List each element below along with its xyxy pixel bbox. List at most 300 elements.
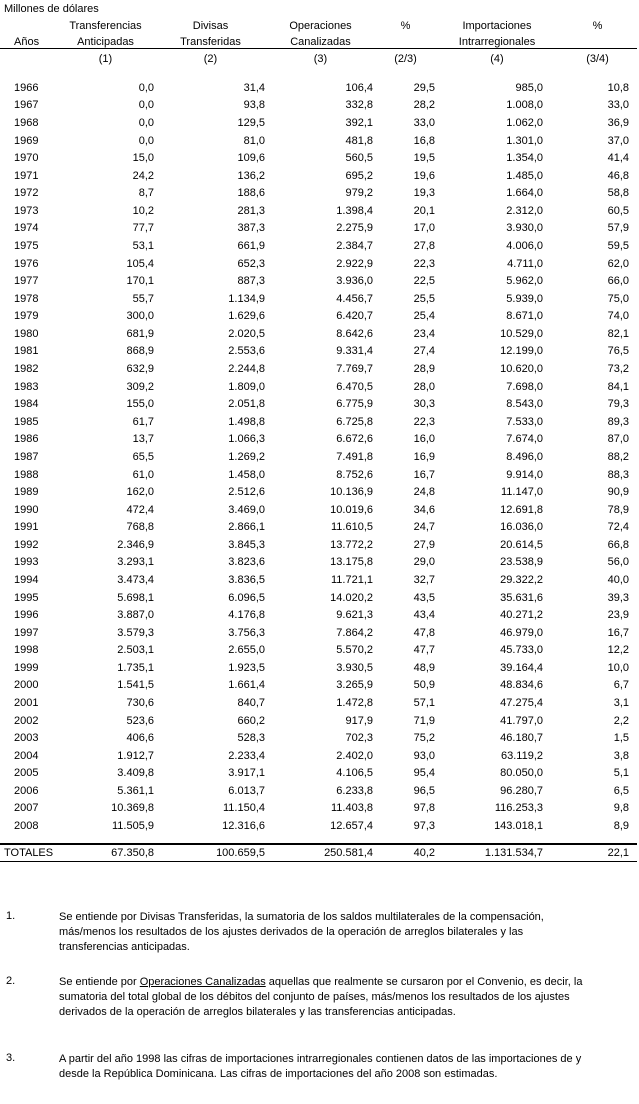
cell-year: 1992 xyxy=(14,538,39,551)
cell-operations-channeled: 5.570,2 xyxy=(336,644,373,657)
cell-intraregional-imports: 8.496,0 xyxy=(506,450,543,463)
cell-currency-transferred: 887,3 xyxy=(237,275,265,288)
data-table xyxy=(0,16,637,862)
cell-pct-3-4: 66,8 xyxy=(607,538,629,551)
cell-year: 2001 xyxy=(14,697,39,710)
cell-currency-transferred: 1.066,3 xyxy=(228,433,265,446)
cell-intraregional-imports: 39.164,4 xyxy=(500,661,543,674)
cell-transfer-advance: 1.735,1 xyxy=(117,661,154,674)
table-row xyxy=(0,554,637,572)
cell-year: 1996 xyxy=(14,609,39,622)
cell-intraregional-imports: 7.698,0 xyxy=(506,380,543,393)
cell-pct-3-4: 84,1 xyxy=(607,380,629,393)
cell-year: 1983 xyxy=(14,380,39,393)
cell-pct-3-4: 5,1 xyxy=(613,767,629,780)
table-row xyxy=(0,747,637,765)
cell-currency-transferred: 2.512,6 xyxy=(228,486,265,499)
cell-currency-transferred: 1.809,0 xyxy=(228,380,265,393)
header-col2-line1: Divisas xyxy=(192,20,229,32)
footnote-2-line1 xyxy=(59,975,635,990)
cell-operations-channeled: 2.275,9 xyxy=(336,222,373,235)
cell-intraregional-imports: 1.062,0 xyxy=(506,116,543,129)
cell-intraregional-imports: 8.671,0 xyxy=(506,310,543,323)
cell-operations-channeled: 481,8 xyxy=(345,134,373,147)
header-index-row xyxy=(0,49,637,66)
header-row-2 xyxy=(0,32,637,49)
cell-operations-channeled: 12.657,4 xyxy=(330,820,373,833)
cell-pct-3-4: 23,9 xyxy=(607,609,629,622)
cell-intraregional-imports: 11.147,0 xyxy=(500,486,543,499)
cell-operations-channeled: 6.672,6 xyxy=(336,433,373,446)
table-row xyxy=(0,501,637,519)
cell-operations-channeled: 3.265,9 xyxy=(336,679,373,692)
cell-operations-channeled: 13.772,2 xyxy=(330,538,373,551)
cell-pct-2-3: 20,1 xyxy=(413,204,435,217)
cell-pct-3-4: 41,4 xyxy=(607,152,629,165)
cell-operations-channeled: 11.610,5 xyxy=(330,521,373,534)
table-row xyxy=(0,677,637,695)
cell-currency-transferred: 1.629,6 xyxy=(228,310,265,323)
cell-operations-channeled: 3.936,0 xyxy=(336,275,373,288)
table-row xyxy=(0,800,637,818)
cell-pct-3-4: 8,9 xyxy=(613,820,629,833)
table-row xyxy=(0,571,637,589)
cell-currency-transferred: 3.836,5 xyxy=(228,573,265,586)
cell-pct-3-4: 75,0 xyxy=(607,292,629,305)
table-row xyxy=(0,518,637,536)
cell-pct-3-4: 40,0 xyxy=(607,573,629,586)
cell-pct-2-3: 25,5 xyxy=(413,292,435,305)
table-row xyxy=(0,782,637,800)
cell-intraregional-imports: 116.253,3 xyxy=(494,802,543,815)
cell-transfer-advance: 472,4 xyxy=(126,503,154,516)
footnote-2-rest: aquellas que realmente se cursaron por el Convenio, es decir, la xyxy=(265,976,583,988)
cell-pct-3-4: 74,0 xyxy=(607,310,629,323)
cell-pct-3-4: 46,8 xyxy=(607,169,629,182)
cell-intraregional-imports: 3.930,0 xyxy=(506,222,543,235)
cell-operations-channeled: 14.020,2 xyxy=(330,591,373,604)
cell-pct-2-3: 19,5 xyxy=(413,152,435,165)
cell-transfer-advance: 13,7 xyxy=(132,433,154,446)
table-row xyxy=(0,466,637,484)
cell-intraregional-imports: 7.533,0 xyxy=(506,415,543,428)
cell-currency-transferred: 2.553,6 xyxy=(228,345,265,358)
cell-transfer-advance: 868,9 xyxy=(126,345,154,358)
cell-transfer-advance: 681,9 xyxy=(126,327,154,340)
cell-transfer-advance: 5.361,1 xyxy=(117,784,154,797)
cell-transfer-advance: 768,8 xyxy=(126,521,154,534)
cell-transfer-advance: 632,9 xyxy=(126,363,154,376)
cell-pct-2-3: 22,3 xyxy=(413,415,435,428)
cell-pct-3-4: 36,9 xyxy=(607,116,629,129)
table-row xyxy=(0,114,637,132)
cell-pct-2-3: 29,0 xyxy=(413,556,435,569)
table-row xyxy=(0,378,637,396)
cell-operations-channeled: 9.621,3 xyxy=(336,609,373,622)
units-caption: Millones de dólares xyxy=(4,3,99,15)
table-row xyxy=(0,308,637,326)
totals-spacer xyxy=(0,835,637,844)
cell-pct-3-4: 78,9 xyxy=(607,503,629,516)
cell-year: 1988 xyxy=(14,468,39,481)
header-index-5: (4) xyxy=(436,49,558,66)
header-col6-line1: % xyxy=(592,20,603,32)
cell-pct-3-4: 2,2 xyxy=(613,714,629,727)
table-row xyxy=(0,395,637,413)
cell-currency-transferred: 3.469,0 xyxy=(228,503,265,516)
cell-operations-channeled: 6.233,8 xyxy=(336,784,373,797)
cell-pct-2-3: 24,8 xyxy=(413,486,435,499)
cell-currency-transferred: 2.244,8 xyxy=(228,363,265,376)
table-row xyxy=(0,132,637,150)
cell-transfer-advance: 309,2 xyxy=(126,380,154,393)
table-row xyxy=(0,624,637,642)
cell-year: 1981 xyxy=(14,345,39,358)
cell-pct-2-3: 16,9 xyxy=(413,450,435,463)
cell-currency-transferred: 1.458,0 xyxy=(228,468,265,481)
cell-pct-2-3: 19,3 xyxy=(413,187,435,200)
table-row xyxy=(0,220,637,238)
cell-currency-transferred: 6.013,7 xyxy=(228,784,265,797)
cell-pct-3-4: 58,8 xyxy=(607,187,629,200)
cell-intraregional-imports: 12.691,8 xyxy=(500,503,543,516)
cell-pct-2-3: 47,7 xyxy=(413,644,435,657)
cell-transfer-advance: 53,1 xyxy=(132,239,154,252)
cell-transfer-advance: 3.473,4 xyxy=(117,573,154,586)
table-row xyxy=(0,483,637,501)
header-index-4: (2/3) xyxy=(375,49,436,66)
cell-year: 1980 xyxy=(14,327,39,340)
cell-intraregional-imports: 45.733,0 xyxy=(500,644,543,657)
cell-transfer-advance: 5.698,1 xyxy=(117,591,154,604)
cell-currency-transferred: 660,2 xyxy=(237,714,265,727)
cell-pct-2-3: 93,0 xyxy=(413,749,435,762)
cell-pct-2-3: 97,3 xyxy=(413,820,435,833)
cell-transfer-advance: 65,5 xyxy=(132,450,154,463)
table-row xyxy=(0,659,637,677)
cell-intraregional-imports: 10.620,0 xyxy=(500,363,543,376)
cell-year: 1990 xyxy=(14,503,39,516)
header-col4-line1: % xyxy=(400,20,411,32)
cell-currency-transferred: 2.233,4 xyxy=(228,749,265,762)
cell-pct-2-3: 28,0 xyxy=(413,380,435,393)
cell-pct-2-3: 17,0 xyxy=(413,222,435,235)
cell-intraregional-imports: 10.529,0 xyxy=(500,327,543,340)
cell-year: 1985 xyxy=(14,415,39,428)
table-row xyxy=(0,729,637,747)
cell-currency-transferred: 3.917,1 xyxy=(228,767,265,780)
cell-year: 1989 xyxy=(14,486,39,499)
cell-operations-channeled: 8.642,6 xyxy=(336,327,373,340)
cell-year: 1966 xyxy=(14,81,39,94)
cell-year: 1968 xyxy=(14,116,39,129)
cell-pct-2-3: 47,8 xyxy=(413,626,435,639)
cell-year: 1975 xyxy=(14,239,39,252)
cell-currency-transferred: 11.150,4 xyxy=(222,802,265,815)
cell-operations-channeled: 7.491,8 xyxy=(336,450,373,463)
totals-col6: 22,1 xyxy=(558,844,637,862)
cell-intraregional-imports: 40.271,2 xyxy=(500,609,543,622)
cell-intraregional-imports: 1.008,0 xyxy=(506,99,543,112)
cell-pct-2-3: 16,8 xyxy=(413,134,435,147)
cell-pct-3-4: 62,0 xyxy=(607,257,629,270)
cell-operations-channeled: 13.175,8 xyxy=(330,556,373,569)
cell-pct-2-3: 24,7 xyxy=(413,521,435,534)
header-col3-line2: Canalizadas xyxy=(290,36,351,48)
cell-year: 1973 xyxy=(14,204,39,217)
cell-year: 2004 xyxy=(14,749,39,762)
cell-intraregional-imports: 46.979,0 xyxy=(500,626,543,639)
cell-pct-2-3: 19,6 xyxy=(413,169,435,182)
header-index-6: (3/4) xyxy=(558,49,637,66)
cell-operations-channeled: 10.019,6 xyxy=(330,503,373,516)
cell-year: 1987 xyxy=(14,450,39,463)
cell-transfer-advance: 300,0 xyxy=(126,310,154,323)
header-col6-line2 xyxy=(558,32,637,49)
cell-transfer-advance: 15,0 xyxy=(132,152,154,165)
cell-operations-channeled: 6.725,8 xyxy=(336,415,373,428)
footnote-2-text xyxy=(59,975,635,1020)
cell-year: 1978 xyxy=(14,292,39,305)
cell-intraregional-imports: 4.711,0 xyxy=(507,257,543,270)
cell-operations-channeled: 6.470,5 xyxy=(336,380,373,393)
cell-pct-2-3: 22,5 xyxy=(413,275,435,288)
cell-pct-3-4: 10,0 xyxy=(607,661,629,674)
cell-pct-3-4: 88,2 xyxy=(607,450,629,463)
cell-currency-transferred: 661,9 xyxy=(237,239,265,252)
cell-intraregional-imports: 1.485,0 xyxy=(506,169,543,182)
table-row xyxy=(0,817,637,835)
cell-pct-3-4: 87,0 xyxy=(607,433,629,446)
cell-transfer-advance: 77,7 xyxy=(132,222,154,235)
table-row xyxy=(0,325,637,343)
table-row xyxy=(0,536,637,554)
cell-intraregional-imports: 5.939,0 xyxy=(506,292,543,305)
cell-transfer-advance: 61,0 xyxy=(132,468,154,481)
cell-currency-transferred: 2.051,8 xyxy=(228,398,265,411)
cell-pct-2-3: 50,9 xyxy=(413,679,435,692)
header-index-3: (3) xyxy=(266,49,375,66)
cell-transfer-advance: 406,6 xyxy=(126,732,154,745)
table-row xyxy=(0,255,637,273)
cell-pct-2-3: 95,4 xyxy=(413,767,435,780)
cell-pct-2-3: 96,5 xyxy=(413,784,435,797)
table-row xyxy=(0,272,637,290)
cell-operations-channeled: 2.922,9 xyxy=(336,257,373,270)
cell-pct-3-4: 3,8 xyxy=(613,749,629,762)
cell-pct-3-4: 39,3 xyxy=(607,591,629,604)
cell-operations-channeled: 6.420,7 xyxy=(336,310,373,323)
cell-currency-transferred: 31,4 xyxy=(243,81,265,94)
cell-transfer-advance: 3.579,3 xyxy=(117,626,154,639)
footnote-1-line3: transferencias anticipadas. xyxy=(59,941,190,953)
cell-pct-2-3: 23,4 xyxy=(413,327,435,340)
cell-transfer-advance: 10,2 xyxy=(132,204,154,217)
cell-operations-channeled: 560,5 xyxy=(345,152,373,165)
cell-year: 1976 xyxy=(14,257,39,270)
cell-operations-channeled: 1.472,8 xyxy=(336,697,373,710)
footnote-2-number: 2. xyxy=(6,975,16,987)
cell-currency-transferred: 1.134,9 xyxy=(228,292,265,305)
cell-year: 1998 xyxy=(14,644,39,657)
cell-intraregional-imports: 63.119,2 xyxy=(500,749,543,762)
table-row xyxy=(0,97,637,115)
cell-transfer-advance: 55,7 xyxy=(132,292,154,305)
cell-transfer-advance: 24,2 xyxy=(132,169,154,182)
cell-transfer-advance: 0,0 xyxy=(138,134,154,147)
cell-currency-transferred: 281,3 xyxy=(237,204,265,217)
cell-pct-3-4: 3,1 xyxy=(613,697,629,710)
footnote-1-line2: más/menos los resultados de los ajustes derivados de la operación de arreglos bilaterales y las xyxy=(59,926,524,938)
footnote-2-line2: sumatoria del total global de los débitos del conjunto de países, más/menos los resultados de los ajustes xyxy=(59,991,570,1003)
cell-year: 1993 xyxy=(14,556,39,569)
cell-year: 1970 xyxy=(14,152,39,165)
cell-pct-3-4: 37,0 xyxy=(607,134,629,147)
cell-year: 2007 xyxy=(14,802,39,815)
cell-intraregional-imports: 5.962,0 xyxy=(506,275,543,288)
cell-pct-3-4: 6,5 xyxy=(613,784,629,797)
cell-year: 1995 xyxy=(14,591,39,604)
cell-intraregional-imports: 1.664,0 xyxy=(506,187,543,200)
cell-operations-channeled: 3.930,5 xyxy=(336,661,373,674)
cell-transfer-advance: 162,0 xyxy=(126,486,154,499)
cell-pct-3-4: 10,8 xyxy=(607,81,629,94)
cell-operations-channeled: 695,2 xyxy=(345,169,373,182)
cell-operations-channeled: 11.721,1 xyxy=(330,573,373,586)
totals-label: TOTALES xyxy=(0,844,56,862)
cell-intraregional-imports: 41.797,0 xyxy=(500,714,543,727)
cell-pct-3-4: 57,9 xyxy=(607,222,629,235)
cell-pct-3-4: 12,2 xyxy=(607,644,629,657)
cell-intraregional-imports: 96.280,7 xyxy=(500,784,543,797)
cell-pct-3-4: 66,0 xyxy=(607,275,629,288)
cell-intraregional-imports: 7.674,0 xyxy=(506,433,543,446)
cell-pct-2-3: 57,1 xyxy=(413,697,435,710)
cell-transfer-advance: 3.887,0 xyxy=(117,609,154,622)
cell-intraregional-imports: 48.834,6 xyxy=(500,679,543,692)
footnote-1-number: 1. xyxy=(6,910,16,922)
header-row-1 xyxy=(0,16,637,32)
cell-intraregional-imports: 35.631,6 xyxy=(500,591,543,604)
header-index-1: (1) xyxy=(56,49,155,66)
cell-operations-channeled: 702,3 xyxy=(345,732,373,745)
cell-currency-transferred: 528,3 xyxy=(237,732,265,745)
cell-currency-transferred: 1.498,8 xyxy=(228,415,265,428)
cell-year: 1982 xyxy=(14,363,39,376)
cell-pct-2-3: 97,8 xyxy=(413,802,435,815)
table-row xyxy=(0,360,637,378)
cell-transfer-advance: 2.346,9 xyxy=(117,538,154,551)
cell-pct-3-4: 79,3 xyxy=(607,398,629,411)
header-index-2: (2) xyxy=(155,49,266,66)
footnote-3-line1: A partir del año 1998 las cifras de importaciones intrarregionales contienen datos de las importaciones de y xyxy=(59,1053,582,1065)
cell-operations-channeled: 332,8 xyxy=(345,99,373,112)
cell-intraregional-imports: 12.199,0 xyxy=(500,345,543,358)
cell-transfer-advance: 105,4 xyxy=(126,257,154,270)
cell-year: 1984 xyxy=(14,398,39,411)
cell-intraregional-imports: 1.301,0 xyxy=(506,134,543,147)
cell-pct-3-4: 88,3 xyxy=(607,468,629,481)
totals-col5: 1.131.534,7 xyxy=(436,844,558,862)
cell-transfer-advance: 730,6 xyxy=(126,697,154,710)
cell-transfer-advance: 8,7 xyxy=(138,187,154,200)
cell-year: 1974 xyxy=(14,222,39,235)
cell-intraregional-imports: 29.322,2 xyxy=(500,573,543,586)
cell-currency-transferred: 3.845,3 xyxy=(228,538,265,551)
cell-operations-channeled: 11.403,8 xyxy=(330,802,373,815)
cell-pct-3-4: 59,5 xyxy=(607,239,629,252)
cell-intraregional-imports: 2.312,0 xyxy=(506,204,543,217)
cell-operations-channeled: 4.106,5 xyxy=(336,767,373,780)
table-row xyxy=(0,431,637,449)
cell-currency-transferred: 93,8 xyxy=(243,99,265,112)
cell-operations-channeled: 392,1 xyxy=(345,116,373,129)
cell-transfer-advance: 170,1 xyxy=(126,275,154,288)
cell-pct-2-3: 28,9 xyxy=(413,363,435,376)
cell-pct-2-3: 27,4 xyxy=(413,345,435,358)
cell-intraregional-imports: 80.050,0 xyxy=(500,767,543,780)
totals-col3: 250.581,4 xyxy=(266,844,375,862)
cell-transfer-advance: 523,6 xyxy=(126,714,154,727)
cell-pct-2-3: 22,3 xyxy=(413,257,435,270)
cell-currency-transferred: 6.096,5 xyxy=(228,591,265,604)
table-row xyxy=(0,765,637,783)
cell-pct-3-4: 16,7 xyxy=(607,626,629,639)
cell-pct-3-4: 33,0 xyxy=(607,99,629,112)
cell-pct-3-4: 76,5 xyxy=(607,345,629,358)
table-row xyxy=(0,448,637,466)
cell-currency-transferred: 81,0 xyxy=(243,134,265,147)
cell-pct-2-3: 25,4 xyxy=(413,310,435,323)
cell-operations-channeled: 7.864,2 xyxy=(336,626,373,639)
header-col1-line2: Anticipadas xyxy=(77,36,134,48)
cell-pct-3-4: 90,9 xyxy=(607,486,629,499)
footnote-1-line1: Se entiende por Divisas Transferidas, la sumatoria de los saldos multilaterales de la compensación, xyxy=(59,911,544,923)
totals-col2: 100.659,5 xyxy=(155,844,266,862)
cell-transfer-advance: 1.912,7 xyxy=(117,749,154,762)
cell-year: 2002 xyxy=(14,714,39,727)
cell-transfer-advance: 61,7 xyxy=(132,415,154,428)
cell-pct-2-3: 16,7 xyxy=(413,468,435,481)
table-row xyxy=(0,712,637,730)
cell-pct-3-4: 72,4 xyxy=(607,521,629,534)
cell-operations-channeled: 917,9 xyxy=(345,714,373,727)
header-col3-line1: Operaciones xyxy=(289,20,352,32)
cell-pct-2-3: 27,8 xyxy=(413,239,435,252)
cell-pct-3-4: 60,5 xyxy=(607,204,629,217)
cell-year: 2003 xyxy=(14,732,39,745)
table-row xyxy=(0,290,637,308)
header-col4-line2 xyxy=(375,32,436,49)
cell-operations-channeled: 106,4 xyxy=(345,81,373,94)
header-col2-line2: Transferidas xyxy=(180,36,241,48)
cell-pct-2-3: 34,6 xyxy=(413,503,435,516)
cell-transfer-advance: 0,0 xyxy=(138,81,154,94)
cell-pct-2-3: 43,4 xyxy=(413,609,435,622)
cell-intraregional-imports: 8.543,0 xyxy=(506,398,543,411)
cell-operations-channeled: 7.769,7 xyxy=(336,363,373,376)
cell-pct-2-3: 30,3 xyxy=(413,398,435,411)
table-row xyxy=(0,79,637,97)
cell-pct-3-4: 89,3 xyxy=(607,415,629,428)
cell-pct-3-4: 6,7 xyxy=(613,679,629,692)
cell-year: 1986 xyxy=(14,433,39,446)
cell-intraregional-imports: 47.275,4 xyxy=(500,697,543,710)
cell-pct-2-3: 43,5 xyxy=(413,591,435,604)
cell-pct-2-3: 27,9 xyxy=(413,538,435,551)
footnote-2-term: Operaciones Canalizadas xyxy=(139,976,266,988)
cell-intraregional-imports: 1.354,0 xyxy=(506,152,543,165)
